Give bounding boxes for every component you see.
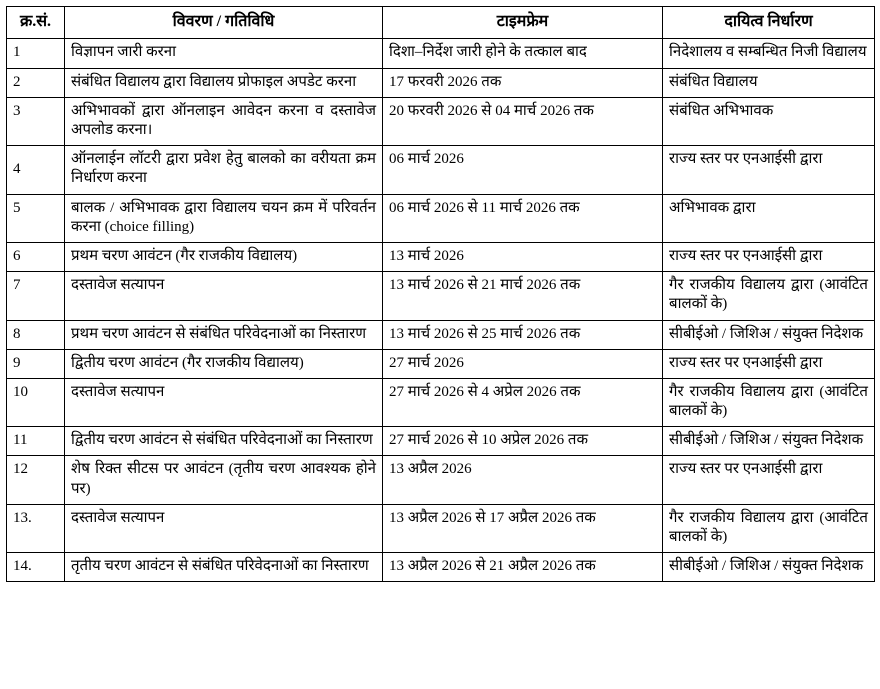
table-row bbox=[7, 320, 875, 349]
cell-timeframe: 06 मार्च 2026 से 11 मार्च 2026 तक bbox=[383, 194, 663, 242]
cell-responsibility: सीबीईओ / जिशिअ / संयुक्त निदेशक bbox=[663, 427, 875, 456]
table-row bbox=[7, 39, 875, 68]
cell-description: विज्ञापन जारी करना bbox=[65, 39, 383, 68]
cell-timeframe: 13 अप्रैल 2026 से 17 अप्रैल 2026 तक bbox=[383, 504, 663, 552]
table-body bbox=[7, 39, 875, 582]
cell-description: प्रथम चरण आवंटन (गैर राजकीय विद्यालय) bbox=[65, 242, 383, 271]
cell-description: दस्तावेज सत्यापन bbox=[65, 272, 383, 320]
cell-description: संबंधित विद्यालय द्वारा विद्यालय प्रोफाइल अपडेट करना bbox=[65, 68, 383, 97]
cell-timeframe: 13 मार्च 2026 से 21 मार्च 2026 तक bbox=[383, 272, 663, 320]
cell-responsibility: सीबीईओ / जिशिअ / संयुक्त निदेशक bbox=[663, 553, 875, 582]
table-row bbox=[7, 349, 875, 378]
cell-serial: 1 bbox=[7, 39, 65, 68]
cell-description: दस्तावेज सत्यापन bbox=[65, 504, 383, 552]
cell-responsibility: गैर राजकीय विद्यालय द्वारा (आवंटित बालकों के) bbox=[663, 504, 875, 552]
cell-serial: 11 bbox=[7, 427, 65, 456]
table-row bbox=[7, 194, 875, 242]
cell-serial: 7 bbox=[7, 272, 65, 320]
column-header-serial: क्र.सं. bbox=[7, 7, 65, 39]
column-header-timeframe: टाइमफ्रेम bbox=[383, 7, 663, 39]
cell-responsibility: गैर राजकीय विद्यालय द्वारा (आवंटित बालकों के) bbox=[663, 272, 875, 320]
cell-serial: 10 bbox=[7, 378, 65, 426]
cell-description: द्वितीय चरण आवंटन से संबंधित परिवेदनाओं का निस्तारण bbox=[65, 427, 383, 456]
cell-serial: 12 bbox=[7, 456, 65, 504]
cell-serial: 3 bbox=[7, 97, 65, 145]
cell-serial: 4 bbox=[7, 146, 65, 194]
cell-timeframe: 27 मार्च 2026 से 4 अप्रेल 2026 तक bbox=[383, 378, 663, 426]
cell-serial: 2 bbox=[7, 68, 65, 97]
cell-timeframe: दिशा–निर्देश जारी होने के तत्काल बाद bbox=[383, 39, 663, 68]
cell-timeframe: 13 मार्च 2026 से 25 मार्च 2026 तक bbox=[383, 320, 663, 349]
cell-serial: 5 bbox=[7, 194, 65, 242]
column-header-responsibility: दायित्व निर्धारण bbox=[663, 7, 875, 39]
admission-schedule-table bbox=[6, 6, 875, 582]
cell-timeframe: 13 अप्रैल 2026 bbox=[383, 456, 663, 504]
cell-responsibility: सीबीईओ / जिशिअ / संयुक्त निदेशक bbox=[663, 320, 875, 349]
cell-responsibility: राज्य स्तर पर एनआईसी द्वारा bbox=[663, 349, 875, 378]
cell-responsibility: संबंधित विद्यालय bbox=[663, 68, 875, 97]
cell-serial: 6 bbox=[7, 242, 65, 271]
cell-description: द्वितीय चरण आवंटन (गैर राजकीय विद्यालय) bbox=[65, 349, 383, 378]
cell-description: दस्तावेज सत्यापन bbox=[65, 378, 383, 426]
cell-responsibility: गैर राजकीय विद्यालय द्वारा (आवंटित बालकों के) bbox=[663, 378, 875, 426]
table-header bbox=[7, 7, 875, 39]
table-row bbox=[7, 146, 875, 194]
cell-timeframe: 27 मार्च 2026 से 10 अप्रेल 2026 तक bbox=[383, 427, 663, 456]
table-row bbox=[7, 242, 875, 271]
cell-serial: 8 bbox=[7, 320, 65, 349]
cell-responsibility: संबंधित अभिभावक bbox=[663, 97, 875, 145]
cell-responsibility: अभिभावक द्वारा bbox=[663, 194, 875, 242]
cell-serial: 9 bbox=[7, 349, 65, 378]
cell-responsibility: राज्य स्तर पर एनआईसी द्वारा bbox=[663, 146, 875, 194]
cell-description: शेष रिक्त सीटस पर आवंटन (तृतीय चरण आवश्यक होने पर) bbox=[65, 456, 383, 504]
table-row bbox=[7, 272, 875, 320]
table-row bbox=[7, 504, 875, 552]
cell-timeframe: 27 मार्च 2026 bbox=[383, 349, 663, 378]
cell-description: अभिभावकों द्वारा ऑनलाइन आवेदन करना व दस्तावेज अपलोड करना। bbox=[65, 97, 383, 145]
cell-serial: 14. bbox=[7, 553, 65, 582]
cell-description: तृतीय चरण आवंटन से संबंधित परिवेदनाओं का निस्तारण bbox=[65, 553, 383, 582]
table-row bbox=[7, 97, 875, 145]
cell-serial: 13. bbox=[7, 504, 65, 552]
cell-responsibility: राज्य स्तर पर एनआईसी द्वारा bbox=[663, 242, 875, 271]
cell-responsibility: निदेशालय व सम्बन्धित निजी विद्यालय bbox=[663, 39, 875, 68]
cell-timeframe: 13 मार्च 2026 bbox=[383, 242, 663, 271]
column-header-description: विवरण / गतिविधि bbox=[65, 7, 383, 39]
table-header-row bbox=[7, 7, 875, 39]
cell-timeframe: 20 फरवरी 2026 से 04 मार्च 2026 तक bbox=[383, 97, 663, 145]
cell-timeframe: 13 अप्रैल 2026 से 21 अप्रैल 2026 तक bbox=[383, 553, 663, 582]
table-row bbox=[7, 68, 875, 97]
cell-timeframe: 17 फरवरी 2026 तक bbox=[383, 68, 663, 97]
cell-description: प्रथम चरण आवंटन से संबंधित परिवेदनाओं का निस्तारण bbox=[65, 320, 383, 349]
table-row bbox=[7, 553, 875, 582]
cell-description: ऑनलाईन लॉटरी द्वारा प्रवेश हेतु बालको का वरीयता क्रम निर्धारण करना bbox=[65, 146, 383, 194]
cell-timeframe: 06 मार्च 2026 bbox=[383, 146, 663, 194]
table-row bbox=[7, 378, 875, 426]
table-row bbox=[7, 427, 875, 456]
cell-responsibility: राज्य स्तर पर एनआईसी द्वारा bbox=[663, 456, 875, 504]
cell-description: बालक / अभिभावक द्वारा विद्यालय चयन क्रम में परिवर्तन करना (choice filling) bbox=[65, 194, 383, 242]
table-row bbox=[7, 456, 875, 504]
